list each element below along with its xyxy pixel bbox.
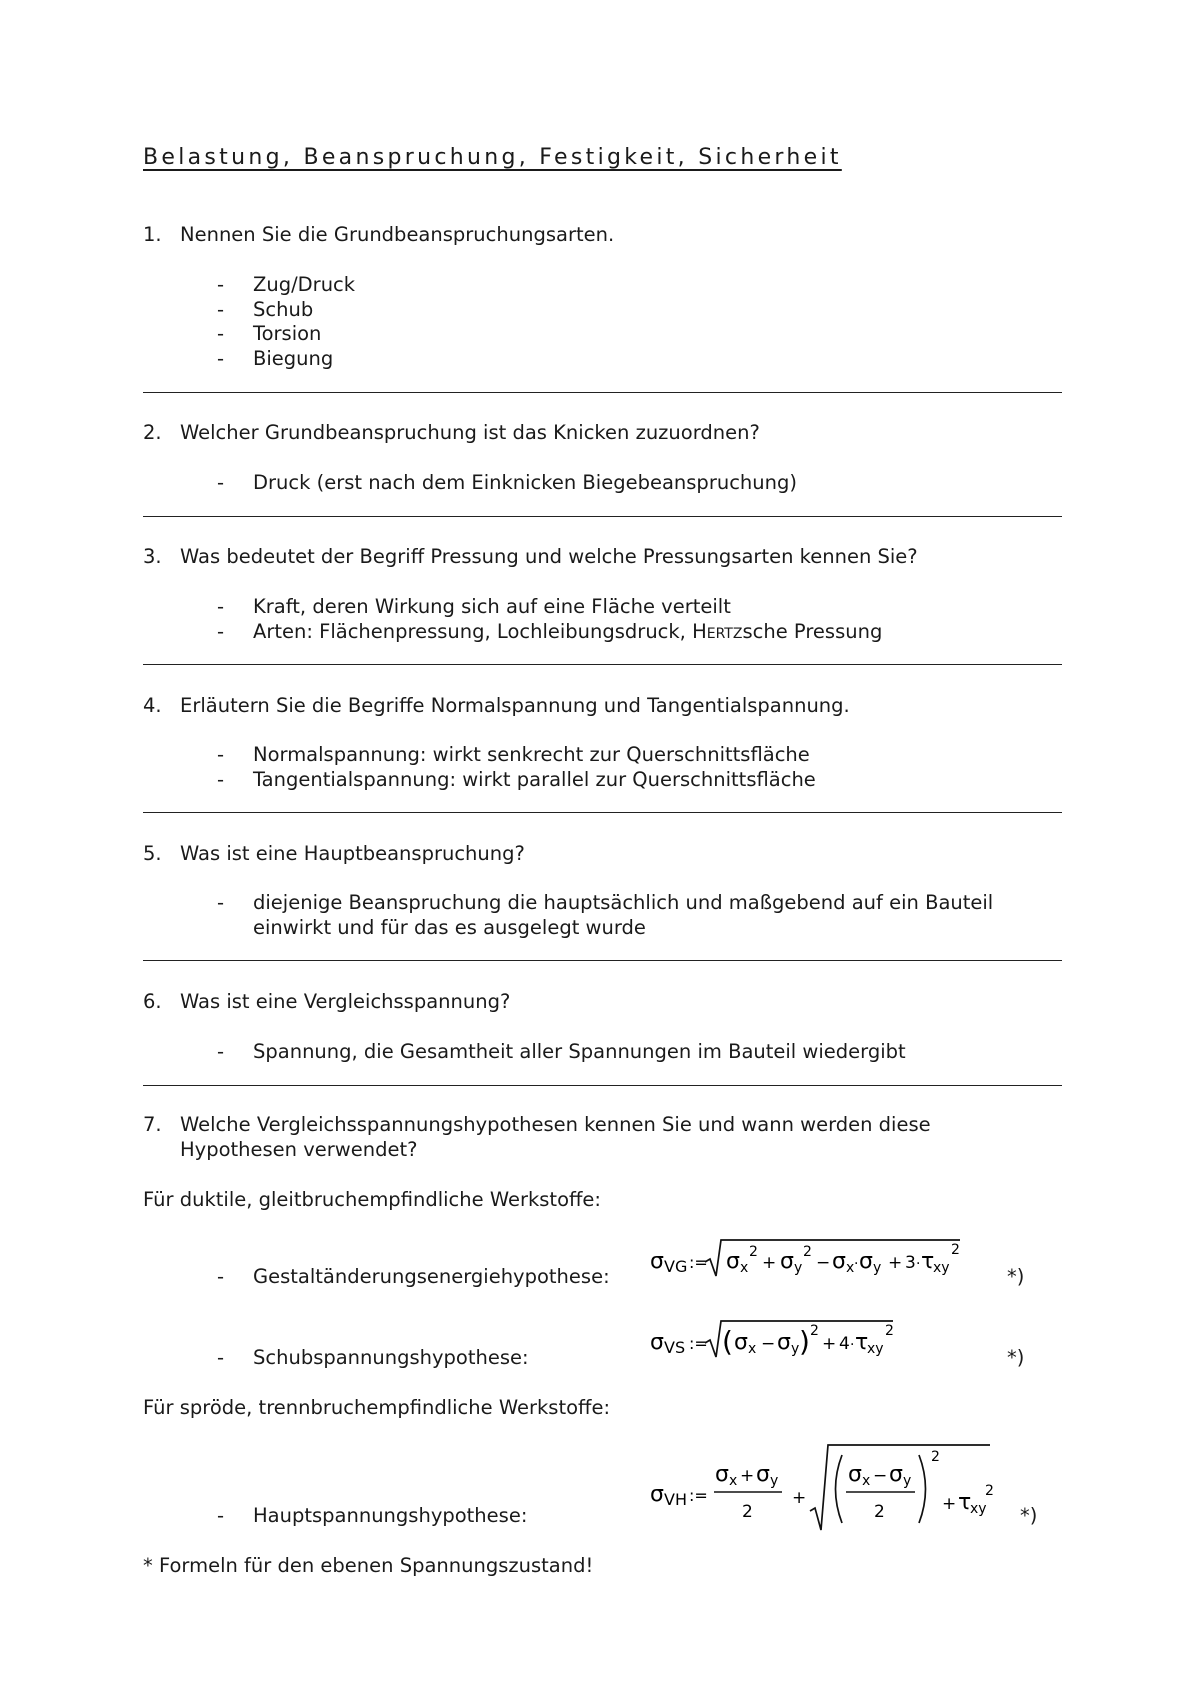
answer-item: Tangentialspannung: wirkt parallel zur Querschnittsfläche xyxy=(253,768,816,791)
svg-text:σ: σ xyxy=(848,1462,862,1487)
brittle-heading: Für spröde, trennbruchempfindliche Werkstoffe: xyxy=(143,1396,611,1419)
list-dash: - xyxy=(217,322,225,345)
svg-text:·: · xyxy=(916,1256,921,1272)
formula-schub xyxy=(648,1313,908,1367)
list-dash: - xyxy=(217,347,225,370)
answer-item xyxy=(253,619,882,644)
question-number: 2. xyxy=(143,421,162,444)
ductile-heading: Für duktile, gleitbruchempfindliche Werkstoffe: xyxy=(143,1188,602,1211)
footnote-marker: *) xyxy=(1007,1346,1025,1369)
footnote-marker: *) xyxy=(1020,1504,1038,1527)
hypothesis-label-haupt: Hauptspannungshypothese: xyxy=(253,1504,528,1527)
answer-item: Zug/Druck xyxy=(253,273,356,296)
answer-item-continued: einwirkt und für das es ausgelegt wurde xyxy=(253,916,646,939)
svg-text:xy: xy xyxy=(933,1260,950,1276)
svg-text:σ: σ xyxy=(715,1462,729,1487)
list-dash: - xyxy=(217,768,225,791)
svg-text:·: · xyxy=(854,1256,859,1272)
svg-text:τ: τ xyxy=(958,1490,972,1515)
svg-text:−: − xyxy=(761,1334,776,1354)
svg-text:2: 2 xyxy=(810,1323,819,1339)
list-dash: - xyxy=(217,620,225,643)
svg-text:2: 2 xyxy=(985,1483,994,1499)
svg-text:VG: VG xyxy=(664,1257,688,1276)
divider xyxy=(143,812,1062,813)
svg-text:(: ( xyxy=(722,1325,733,1358)
svg-text:σ: σ xyxy=(726,1249,740,1274)
svg-text:xy: xy xyxy=(867,1341,884,1357)
list-dash: - xyxy=(217,298,225,321)
answer-item: Druck (erst nach dem Einknicken Biegebeanspruchung) xyxy=(253,471,797,494)
svg-text:x: x xyxy=(846,1260,855,1276)
svg-text:3: 3 xyxy=(905,1253,916,1273)
footnote: * Formeln für den ebenen Spannungszustand! xyxy=(143,1554,594,1577)
list-dash: - xyxy=(217,1040,225,1063)
svg-text:+: + xyxy=(822,1334,837,1354)
list-dash: - xyxy=(217,1265,225,1288)
hypothesis-label-schub: Schubspannungshypothese: xyxy=(253,1346,529,1369)
question-number: 5. xyxy=(143,842,162,865)
svg-text:VS: VS xyxy=(664,1338,686,1357)
svg-text:x: x xyxy=(748,1341,757,1357)
svg-text:+: + xyxy=(762,1253,777,1273)
footnote-marker: *) xyxy=(1007,1265,1025,1288)
svg-text:σ: σ xyxy=(650,1249,664,1274)
list-dash: - xyxy=(217,1346,225,1369)
svg-text:σ: σ xyxy=(756,1462,770,1487)
svg-text:+: + xyxy=(888,1253,903,1273)
svg-text::=: := xyxy=(689,1486,708,1505)
answer-item: Schub xyxy=(253,298,314,321)
svg-text:y: y xyxy=(873,1260,882,1276)
list-dash: - xyxy=(217,471,225,494)
answer-item: Kraft, deren Wirkung sich auf eine Fläche verteilt xyxy=(253,595,731,618)
svg-text:4: 4 xyxy=(839,1334,850,1354)
svg-text:σ: σ xyxy=(780,1249,794,1274)
list-dash: - xyxy=(217,273,225,296)
svg-text:σ: σ xyxy=(650,1482,664,1507)
svg-text:+: + xyxy=(740,1466,755,1486)
divider xyxy=(143,960,1062,961)
hypothesis-label-gestalt: Gestaltänderungsenergiehypothese: xyxy=(253,1265,610,1288)
answer-item: Normalspannung: wirkt senkrecht zur Querschnittsfläche xyxy=(253,743,810,766)
answer-prefix: Arten: Flächenpressung, Lochleibungsdruck, xyxy=(253,620,693,643)
svg-text:2: 2 xyxy=(931,1449,940,1465)
svg-text:y: y xyxy=(794,1260,803,1276)
svg-text:σ: σ xyxy=(777,1330,791,1355)
list-dash: - xyxy=(217,1504,225,1527)
answer-item: diejenige Beanspruchung die hauptsächlich und maßgebend auf ein Bauteil xyxy=(253,891,994,914)
svg-text:+: + xyxy=(942,1494,957,1514)
svg-text:σ: σ xyxy=(734,1330,748,1355)
question-text: Nennen Sie die Grundbeanspruchungsarten. xyxy=(180,223,615,246)
svg-text:y: y xyxy=(791,1341,800,1357)
divider xyxy=(143,516,1062,517)
formula-gestalt xyxy=(648,1232,978,1286)
question-text-continued: Hypothesen verwendet? xyxy=(180,1138,418,1161)
answer-item: Biegung xyxy=(253,347,334,370)
question-text: Erläutern Sie die Begriffe Normalspannung und Tangentialspannung. xyxy=(180,694,850,717)
svg-text:·: · xyxy=(850,1337,855,1353)
svg-text:xy: xy xyxy=(970,1501,987,1517)
question-text: Was bedeutet der Begriff Pressung und welche Pressungsarten kennen Sie? xyxy=(180,545,918,568)
svg-text::=: := xyxy=(689,1253,708,1272)
svg-text:): ) xyxy=(799,1325,810,1358)
page-title: Belastung, Beanspruchung, Festigkeit, Sicherheit xyxy=(143,145,842,170)
svg-text:2: 2 xyxy=(874,1502,885,1522)
divider xyxy=(143,664,1062,665)
svg-text:−: − xyxy=(816,1253,831,1273)
svg-text:2: 2 xyxy=(803,1244,812,1260)
svg-text::=: := xyxy=(689,1334,708,1353)
svg-text:τ: τ xyxy=(921,1249,935,1274)
svg-text:x: x xyxy=(740,1260,749,1276)
svg-text:VH: VH xyxy=(664,1490,687,1509)
question-number: 6. xyxy=(143,990,162,1013)
question-number: 1. xyxy=(143,223,162,246)
svg-text:σ: σ xyxy=(832,1249,846,1274)
question-number: 7. xyxy=(143,1113,162,1136)
svg-text:2: 2 xyxy=(742,1502,753,1522)
question-text: Welche Vergleichsspannungshypothesen kennen Sie und wann werden diese xyxy=(180,1113,931,1136)
svg-text:σ: σ xyxy=(650,1330,664,1355)
svg-text:y: y xyxy=(770,1473,779,1489)
divider xyxy=(143,392,1062,393)
answer-item: Spannung, die Gesamtheit aller Spannungen im Bauteil wiedergibt xyxy=(253,1040,906,1063)
svg-text:x: x xyxy=(729,1473,738,1489)
svg-text:2: 2 xyxy=(749,1244,758,1260)
formula-haupt xyxy=(648,1437,1008,1541)
divider xyxy=(143,1085,1062,1086)
svg-text:σ: σ xyxy=(889,1462,903,1487)
svg-text:2: 2 xyxy=(951,1242,960,1258)
svg-text:y: y xyxy=(903,1473,912,1489)
question-number: 4. xyxy=(143,694,162,717)
svg-text:2: 2 xyxy=(885,1323,894,1339)
svg-text:τ: τ xyxy=(855,1330,869,1355)
question-text: Was ist eine Hauptbeanspruchung? xyxy=(180,842,525,865)
list-dash: - xyxy=(217,595,225,618)
list-dash: - xyxy=(217,743,225,766)
svg-text:x: x xyxy=(862,1473,871,1489)
svg-text:+: + xyxy=(792,1488,807,1508)
answer-item: Torsion xyxy=(253,322,322,345)
svg-text:−: − xyxy=(873,1466,888,1486)
svg-text:σ: σ xyxy=(859,1249,873,1274)
hertz-name: Hertz xyxy=(692,620,743,643)
answer-suffix: sche Pressung xyxy=(742,620,883,643)
question-text: Was ist eine Vergleichsspannung? xyxy=(180,990,511,1013)
question-text: Welcher Grundbeanspruchung ist das Knicken zuzuordnen? xyxy=(180,421,760,444)
question-number: 3. xyxy=(143,545,162,568)
list-dash: - xyxy=(217,891,225,914)
